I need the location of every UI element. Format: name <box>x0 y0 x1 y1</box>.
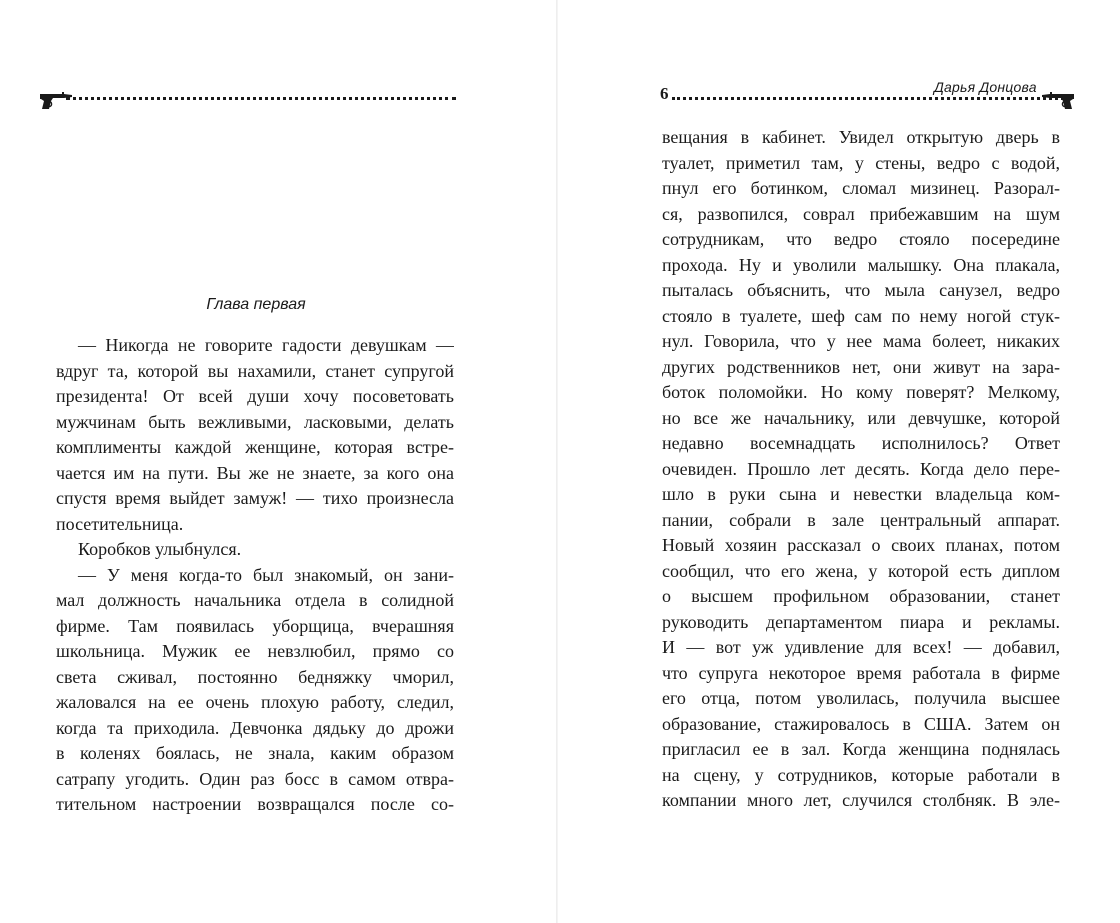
text-line: руководить департаментом пиара и рекламы. <box>662 611 1060 632</box>
text-line: в коленях боялась, не знала, каким образом <box>56 743 454 763</box>
text-line: о высшем профильном образовании, станет <box>662 586 1060 606</box>
text-line: чается им на пути. Вы же не знаете, за кого она <box>56 462 454 483</box>
text-line: пригласил ее в зал. Когда женщина поднялась <box>662 739 1060 759</box>
text-line: прохода. Ну и уволили малышку. Она плакала, <box>662 254 1060 275</box>
text-line: шло в руки сына и невестки владельца ком- <box>662 484 1060 504</box>
text-line: ся, развопился, соврал прибежавшим на шум <box>662 203 1060 224</box>
text-line: но все же начальнику, или девчушке, которой <box>662 407 1060 428</box>
right-page-body <box>662 125 1060 814</box>
text-line: сотрудникам, что ведро стояло посередине <box>662 229 1060 249</box>
revolver-icon <box>1042 88 1076 114</box>
page-number: 6 <box>660 84 669 103</box>
text-line: комплименты каждой женщине, которая встре- <box>56 437 454 457</box>
text-line: нул. Говорила, что у нее мама болеет, никаких <box>662 331 1060 351</box>
header-dotted-rule <box>66 97 456 100</box>
text-line: мужчинам быть вежливыми, ласковыми, делать <box>56 411 454 432</box>
text-line: посетительница. <box>56 513 184 534</box>
text-line: президента! От всей души хочу посоветовать <box>56 386 454 406</box>
revolver-icon <box>38 88 72 114</box>
right-page <box>558 0 1120 923</box>
text-line: школьница. Мужик ее невзлюбил, прямо со <box>56 641 454 661</box>
running-header-author: Дарья Донцова <box>934 79 1037 95</box>
text-line: очевиден. Прошло лет десять. Когда дело пере- <box>662 458 1060 479</box>
text-line: света сживал, постоянно бедняжку чморил, <box>56 666 454 687</box>
text-line: компании много лет, случился столбняк. В эле- <box>662 790 1060 810</box>
text-line: когда та приходила. Девчонка дядьку до дрожи <box>56 717 454 738</box>
text-line: на сцену, у сотрудников, которые работали в <box>662 764 1060 785</box>
text-line: боток поломойки. Но кому поверят? Мелкому, <box>662 382 1060 402</box>
text-line: тительном настроении возвращался после со- <box>56 794 454 814</box>
header-dotted-rule <box>672 97 1064 100</box>
text-line: И — вот уж удивление для всех! — добавил, <box>662 637 1060 657</box>
text-line: сообщил, что его жена, у которой есть диплом <box>662 560 1060 581</box>
text-line: недавно восемнадцать исполнилось? Ответ <box>662 433 1060 453</box>
text-line: что супруга некоторое время работала в фирме <box>662 662 1060 683</box>
text-line: спустя время выйдет замуж! — тихо произнесла <box>56 488 454 508</box>
text-line: Коробков улыбнулся. <box>78 539 242 559</box>
chapter-title: Глава первая <box>206 296 306 313</box>
text-line: пыталась объяснить, что мыла санузел, ведро <box>662 280 1060 300</box>
text-line: вдруг та, которой вы нахамили, станет супругой <box>56 360 454 381</box>
text-line: Новый хозяин рассказал о своих планах, потом <box>662 535 1060 555</box>
text-line: других родственников нет, они живут на зара- <box>662 356 1060 377</box>
text-line: туалет, приметил там, у стены, ведро с водой, <box>662 152 1060 173</box>
left-page <box>0 0 556 923</box>
text-line: — У меня когда-то был знакомый, он зани- <box>78 564 454 585</box>
text-line: фирме. Там появилась уборщица, вчерашняя <box>56 615 454 636</box>
text-line: пании, собрали в зале центральный аппарат. <box>662 509 1060 530</box>
text-line: его отца, потом уволилась, получила высшее <box>662 688 1060 708</box>
text-line: мал должность начальника отдела в солидной <box>56 590 454 610</box>
text-line: жаловался на ее очень плохую работу, следил, <box>56 692 454 712</box>
text-line: вещания в кабинет. Увидел открытую дверь в <box>662 127 1060 147</box>
text-line: образование, стажировалось в США. Затем он <box>662 713 1060 734</box>
text-line: — Никогда не говорите гадости девушкам — <box>78 335 454 355</box>
text-line: сатрапу угодить. Один раз босс в самом отвра- <box>56 768 454 789</box>
left-page-body <box>56 333 454 818</box>
text-line: стояло в туалете, шеф сам по нему ногой стук- <box>662 305 1060 326</box>
text-line: пнул его ботинком, сломал мизинец. Разорал- <box>662 178 1060 198</box>
